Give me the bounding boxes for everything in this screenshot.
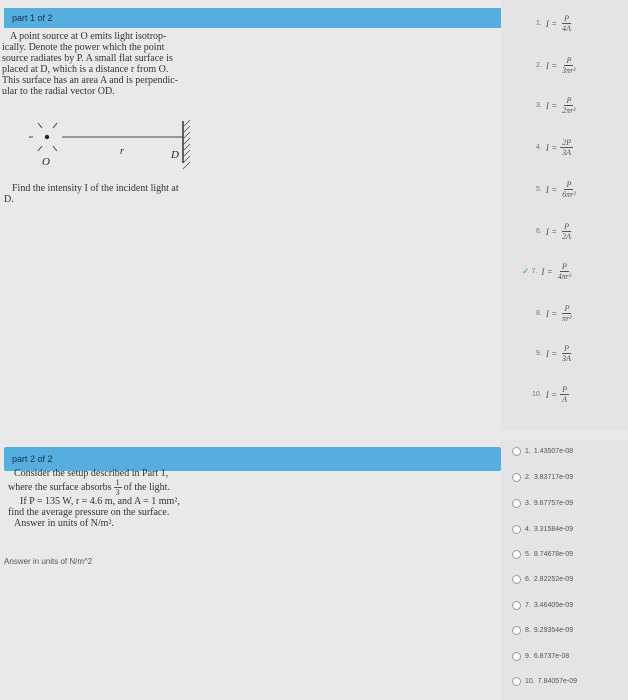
answer-option-9[interactable]	[512, 652, 569, 661]
find-line: Find the intensity I of the incident light at	[12, 183, 179, 194]
option-denominator: 3A	[562, 148, 572, 157]
radio-icon[interactable]	[512, 601, 521, 610]
question-line: Answer in units of N/m².	[14, 518, 114, 529]
formula-option-5[interactable]	[536, 180, 578, 199]
radio-icon[interactable]	[512, 550, 521, 559]
option-value: 3.83717e-09	[533, 474, 574, 481]
point-source-diagram	[20, 115, 220, 185]
option-numerator: P	[564, 14, 570, 23]
option-lhs: I =	[545, 348, 558, 359]
option-denominator: 3πr²	[562, 66, 576, 75]
option-value: 9.67757e-09	[533, 500, 574, 507]
option-number: 4.	[536, 144, 542, 151]
question-line: This surface has an area A and is perpendic-	[2, 75, 179, 86]
part2-header-label: part 2 of 2	[12, 454, 53, 464]
option-denominator: 2A	[562, 232, 572, 241]
question-text: where the surface absorbs	[8, 482, 112, 493]
option-number: 1.	[536, 20, 542, 27]
option-value: 3.46405e-09	[533, 602, 574, 609]
surface-hatching	[183, 120, 190, 169]
answer-option-3[interactable]	[512, 499, 573, 508]
option-value: 7.84057e-09	[537, 678, 578, 685]
option-number: 7.	[531, 268, 538, 275]
formula-option-3[interactable]	[536, 96, 578, 115]
option-denominator: 3A	[562, 354, 572, 363]
answer-option-6[interactable]	[512, 575, 573, 584]
fraction-denominator: 3	[115, 488, 120, 497]
option-numerator: P	[566, 96, 572, 105]
label-r: r	[120, 146, 124, 157]
ray-line	[38, 146, 42, 151]
option-number: 6.	[536, 228, 542, 235]
question-line: ically. Denote the power which the point	[2, 42, 165, 53]
option-value: 1.43507e-08	[533, 448, 574, 455]
option-value: 9.29354e-09	[533, 627, 574, 634]
label-O: O	[42, 156, 50, 168]
option-number: 4.	[525, 526, 531, 533]
option-value: 6.8737e-08	[533, 653, 570, 660]
option-denominator: 6πr²	[562, 190, 576, 199]
option-numerator: P	[564, 304, 570, 313]
option-denominator: 2πr²	[562, 106, 576, 115]
option-number: 5.	[525, 551, 531, 558]
option-numerator: P	[566, 56, 572, 65]
formula-option-1[interactable]	[536, 14, 573, 33]
part1-header	[4, 8, 501, 28]
fraction-numerator: 1	[115, 478, 120, 487]
question-line: placed at D, which is a distance r from O.	[2, 64, 169, 75]
question-line: A point source at O emits light isotrop-	[10, 31, 167, 42]
option-denominator: πr²	[562, 314, 572, 323]
radio-icon[interactable]	[512, 525, 521, 534]
radio-icon[interactable]	[512, 447, 521, 456]
option-lhs: I =	[545, 389, 558, 400]
answer-option-7[interactable]	[512, 601, 573, 610]
option-value: 3.31584e-09	[533, 526, 574, 533]
radio-icon[interactable]	[512, 652, 521, 661]
option-number: 10.	[525, 678, 535, 685]
part2-question	[8, 468, 248, 529]
radio-icon[interactable]	[512, 626, 521, 635]
question-line: ular to the radial vector OD.	[2, 86, 115, 97]
option-number: 2.	[525, 474, 531, 481]
radio-icon[interactable]	[512, 499, 521, 508]
option-denominator: 4πr²	[557, 272, 572, 281]
absorb-fraction	[114, 478, 122, 497]
question-line: source radiates by P. A small flat surface is	[2, 53, 173, 64]
option-lhs: I =	[545, 308, 558, 319]
radio-icon[interactable]	[512, 677, 521, 686]
option-number: 8.	[525, 627, 531, 634]
option-lhs: I =	[545, 142, 558, 153]
part1-find	[4, 183, 234, 205]
option-number: 7.	[525, 602, 531, 609]
option-number: 5.	[536, 186, 542, 193]
option-lhs: I =	[545, 18, 558, 29]
label-D: D	[171, 149, 179, 161]
option-numerator: P	[562, 385, 567, 394]
option-numerator: P	[564, 344, 570, 353]
formula-option-7[interactable]	[522, 262, 573, 281]
option-lhs: I =	[545, 184, 558, 195]
option-value: 2.82252e-09	[533, 576, 574, 583]
option-numerator: 2P	[562, 138, 572, 147]
option-number: 9.	[536, 350, 542, 357]
answer-option-1[interactable]	[512, 447, 573, 456]
ray-line	[53, 146, 57, 151]
formula-option-2[interactable]	[536, 56, 578, 75]
option-lhs: I =	[545, 60, 558, 71]
option-number: 9.	[525, 653, 531, 660]
question-line	[8, 479, 248, 496]
part1-header-label: part 1 of 2	[12, 13, 53, 23]
question-text: of the light.	[123, 482, 170, 493]
question-line: Consider the setup described in Part 1,	[14, 468, 169, 479]
option-lhs: I =	[545, 226, 558, 237]
radio-icon[interactable]	[512, 473, 521, 482]
option-denominator: 4A	[562, 24, 572, 33]
check-icon: ✓	[522, 266, 530, 277]
ray-line	[38, 123, 42, 128]
formula-option-6[interactable]	[536, 222, 573, 241]
option-numerator: P	[562, 262, 567, 271]
option-numerator: P	[564, 222, 570, 231]
answer-option-10[interactable]	[512, 677, 577, 686]
answer-option-5[interactable]	[512, 550, 573, 559]
formula-option-9[interactable]	[536, 344, 573, 363]
answer-units-label: Answer in units of N/m^2	[4, 557, 93, 566]
ray-line	[53, 123, 57, 128]
formula-option-8[interactable]	[536, 304, 574, 323]
answer-option-2[interactable]	[512, 473, 573, 482]
question-line: If P = 135 W, r = 4.6 m, and A = 1 mm²,	[20, 496, 180, 507]
option-number: 6.	[525, 576, 531, 583]
part1-question	[2, 31, 232, 97]
answer-option-8[interactable]	[512, 626, 573, 635]
option-number: 3.	[525, 500, 531, 507]
question-line: find the average pressure on the surface.	[8, 507, 170, 518]
answer-option-4[interactable]	[512, 525, 573, 534]
option-lhs: I =	[541, 266, 553, 277]
option-denominator: A	[562, 395, 567, 404]
option-value: 8.74678e-09	[533, 551, 574, 558]
option-number: 3.	[536, 102, 542, 109]
option-number: 8.	[536, 310, 542, 317]
radio-icon[interactable]	[512, 575, 521, 584]
find-line: D.	[4, 194, 14, 205]
option-number: 2.	[536, 62, 542, 69]
option-number: 1.	[525, 448, 531, 455]
formula-option-10[interactable]	[532, 385, 569, 404]
option-lhs: I =	[545, 100, 558, 111]
formula-option-4[interactable]	[536, 138, 573, 157]
source-point	[45, 135, 49, 139]
option-numerator: P	[566, 180, 572, 189]
option-number: 10.	[532, 391, 542, 398]
